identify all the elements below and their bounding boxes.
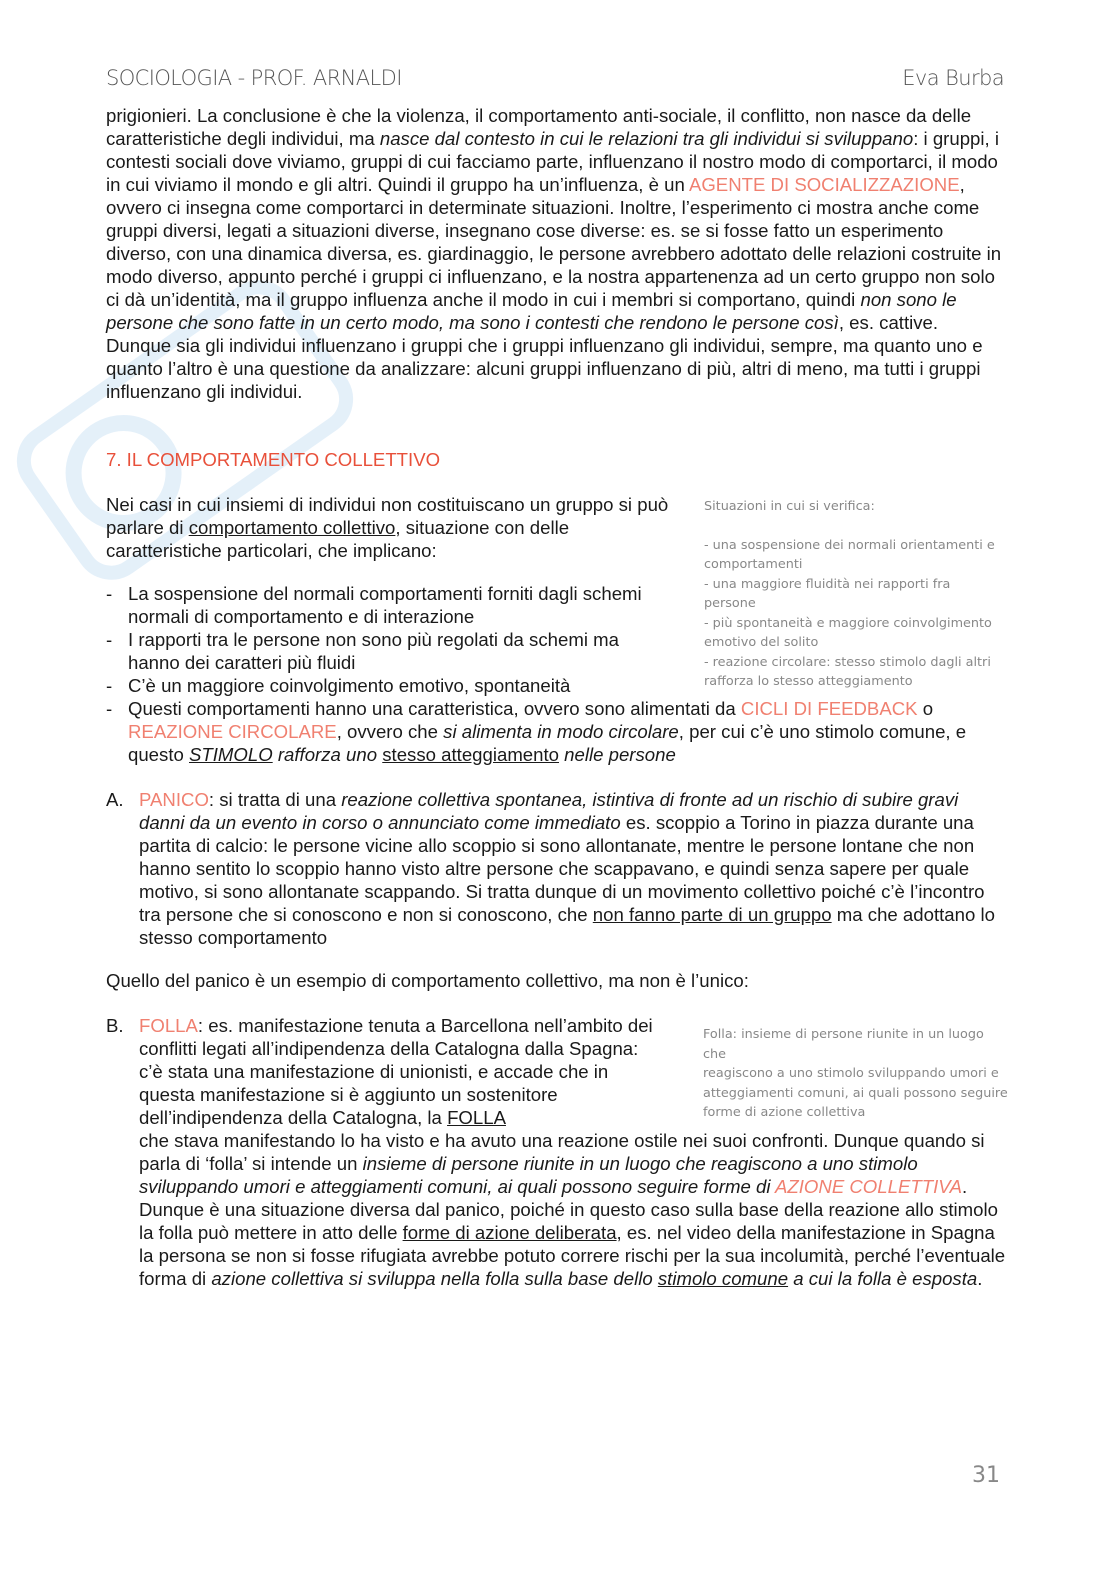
folla-text: che stava manifestando lo ha visto e ha avuto una reazione ostile nei suoi confronti. Dunque quando si parla di ‘folla’ si intende un <box>139 1130 985 1174</box>
sidebox-line: - più spontaneità e maggiore coinvolgimento emotivo del solito <box>704 615 992 650</box>
item-panico <box>106 788 1006 949</box>
sidebox-line: atteggiamenti comuni, ai quali possono seguire <box>703 1085 1008 1101</box>
list-item-text: , per cui c’è uno stimolo comune, e questo <box>128 721 967 765</box>
panico-italic: reazione collettiva spontanea, istintiva di fronte ad un rischio di subire gravi danni da un evento in corso o annunciato come immediato <box>139 789 959 833</box>
list-italic: nelle persone <box>559 744 676 765</box>
collective-text-b: , situazione con delle caratteristiche particolari, che implicano: <box>106 517 570 561</box>
intro-text-1: prigionieri. La conclusione è che la violenza, il comportamento anti-sociale, il conflitto, non nasce da delle caratteristiche degli individui, ma <box>106 105 972 149</box>
characteristics-list <box>106 582 1006 766</box>
dash-marker: - <box>106 675 113 696</box>
list-item <box>106 697 1006 766</box>
panico-text: es. scoppio a Torino in piazza durante una partita di calcio: le persone vicine allo scoppio si sono allontanate, mentre le persone lontane che non hanno sentito lo scoppio hanno visto altre persone che scappavano, e quindi senza sapere per quale motivo, si sono allontanate scappando. Si tratta dunque di un movimento collettivo poiché c’è l’incontro tra persone che si conoscono e non si conoscono, che <box>139 812 985 925</box>
dash-marker: - <box>106 698 113 719</box>
intro-text-3: , ovvero ci insegna come comportarci in determinate situazioni. Inoltre, l’esperimento ci mostra anche come gruppi diversi, legati a situazioni diverse, insegnano cose diverse: es. se si fosse fatto un esperimento diverso, con una dinamica diversa, es. giardinaggio, le persone avrebbero adottato delle relazioni costruite in modo diverso, appunto perché i gruppi ci influenzano, e la nostra appartenenza ad un certo gruppo non solo ci dà un’identità, ma il gruppo influenza anche il modo in cui i membri si comportano, quindi <box>106 174 1002 310</box>
term-panico: PANICO <box>139 789 209 810</box>
section-title: 7. IL COMPORTAMENTO COLLETTIVO <box>106 449 441 470</box>
term-stesso: stesso atteggiamento <box>382 744 559 765</box>
list-item-text: C’è un maggiore coinvolgimento emotivo, spontaneità <box>128 675 571 696</box>
collective-text-a: Nei casi in cui insiemi di individui non costituiscano un gruppo si può parlare di <box>106 494 669 538</box>
collective-intro <box>106 493 681 562</box>
page-number: 31 <box>972 1463 1000 1488</box>
folla-italic: azione collettiva si sviluppa nella folla sulla base dello <box>211 1268 658 1289</box>
list-italic: rafforza uno <box>272 744 383 765</box>
sidebox-line: reagiscono a uno stimolo sviluppando umori e <box>703 1066 999 1081</box>
header-course: SOCIOLOGIA - PROF. ARNALDI <box>106 66 402 90</box>
agent-term: AGENTE DI SOCIALIZZAZIONE <box>688 174 960 195</box>
sidebox-line: - una maggiore fluidità nei rapporti fra persone <box>704 576 951 611</box>
folla-underline: FOLLA <box>447 1107 506 1128</box>
term-cicli: CICLI DI FEEDBACK <box>740 698 918 719</box>
list-item-text: La sospensione del normali comportamenti forniti dagli schemi normali di comportamento e di interazione <box>128 583 642 627</box>
item-folla <box>106 1014 1006 1290</box>
panico-underline: non fanno parte di un gruppo <box>592 904 832 925</box>
intro-italic-1: nasce dal contesto in cui le relazioni tra gli individui si sviluppano <box>379 128 914 149</box>
list-italic: si alimenta in modo circolare <box>443 721 679 742</box>
list-item-text: , ovvero che <box>336 721 444 742</box>
intro-paragraph <box>106 104 1008 403</box>
folla-text: , es. nel video della manifestazione in Spagna la persona se non si fosse rifugiata avrebbe potuto correre rischi per la sua incolumità, perché l’eventuale forma di <box>139 1222 1006 1289</box>
folla-underline: stimolo comune <box>657 1268 789 1289</box>
list-item <box>106 674 1006 697</box>
dash-marker: - <box>106 629 113 650</box>
term-stimolo: STIMOLO <box>189 744 273 765</box>
intro-italic-2: non sono le persone che sono fatte in un certo modo, ma sono i contesti che rendono le persone così <box>106 289 957 333</box>
item-marker: A. <box>106 789 124 810</box>
dash-marker: - <box>106 583 113 604</box>
folla-text: . Dunque è una situazione diversa dal panico, poiché in questo caso sulla base della reazione allo stimolo la folla può mettere in atto delle <box>139 1176 998 1243</box>
header-author: Eva Burba <box>902 66 1004 90</box>
term-azione: AZIONE COLLETTIVA <box>775 1176 963 1197</box>
folla-underline: forme di azione deliberata <box>402 1222 617 1243</box>
sidebox-line: forme di azione collettiva <box>703 1105 866 1120</box>
transition-paragraph: Quello del panico è un esempio di comportamento collettivo, ma non è l’unico: <box>106 970 749 991</box>
intro-text-4: , es. cattive. Dunque sia gli individui influenzano i gruppi che i gruppi influenzano gli individui, sempre, ma quanto uno e quanto l’altro è una questione da analizzare: alcuni gruppi influenzano di più, altri di meno, ma tutti i gruppi influenzano gli individui. <box>106 312 983 402</box>
panico-text: : si tratta di una <box>208 789 342 810</box>
page-header <box>106 66 1004 90</box>
list-item-text: Questi comportamenti hanno una caratteristica, ovvero sono alimentati da <box>128 698 741 719</box>
list-item <box>106 582 648 628</box>
folla-italic: a cui la folla è esposta <box>788 1268 978 1289</box>
intro-text-2: : i gruppi, i contesti sociali dove viviamo, gruppi di cui facciamo parte, influenzano il nostro modo di comportarci, il modo in cui viviamo il mondo e gli altri. Quindi il gruppo ha un’influenza, è un <box>106 128 999 195</box>
folla-italic: insieme di persone riunite in un luogo che reagiscono a uno stimolo sviluppando umori e atteggiamenti comuni, ai quali possono seguire forme di <box>139 1153 918 1197</box>
folla-text: : es. manifestazione tenuta a Barcellona nell’ambito dei conflitti legati all’indipendenza della Catalogna dalla Spagna: c’è stata una manifestazione di unionisti, e accade che in questa manifestazione si è aggiunto un sostenitore dell’indipendenza della Catalogna, la <box>139 1015 653 1128</box>
sidebox-line: - reazione circolare: stesso stimolo dagli altri rafforza lo stesso atteggiamento <box>704 654 991 689</box>
list-item-text: I rapporti tra le persone non sono più regolati da schemi ma hanno dei caratteri più fluidi <box>128 629 619 673</box>
term-folla: FOLLA <box>139 1015 198 1036</box>
sidebox-line: Folla: insieme di persone riunite in un luogo che <box>703 1027 984 1062</box>
folla-text: . <box>977 1268 983 1289</box>
sidebox-title: Situazioni in cui si verifica: <box>704 499 875 514</box>
list-item-text: o <box>917 698 934 719</box>
item-marker: B. <box>106 1015 124 1036</box>
list-item <box>106 628 648 674</box>
collective-term: comportamento collettivo <box>188 517 396 538</box>
term-reazione: REAZIONE CIRCOLARE <box>128 721 337 742</box>
sidebox-line: - una sospensione dei normali orientamenti e comportamenti <box>704 537 995 572</box>
panico-text: ma che adottano lo stesso comportamento <box>139 904 995 948</box>
